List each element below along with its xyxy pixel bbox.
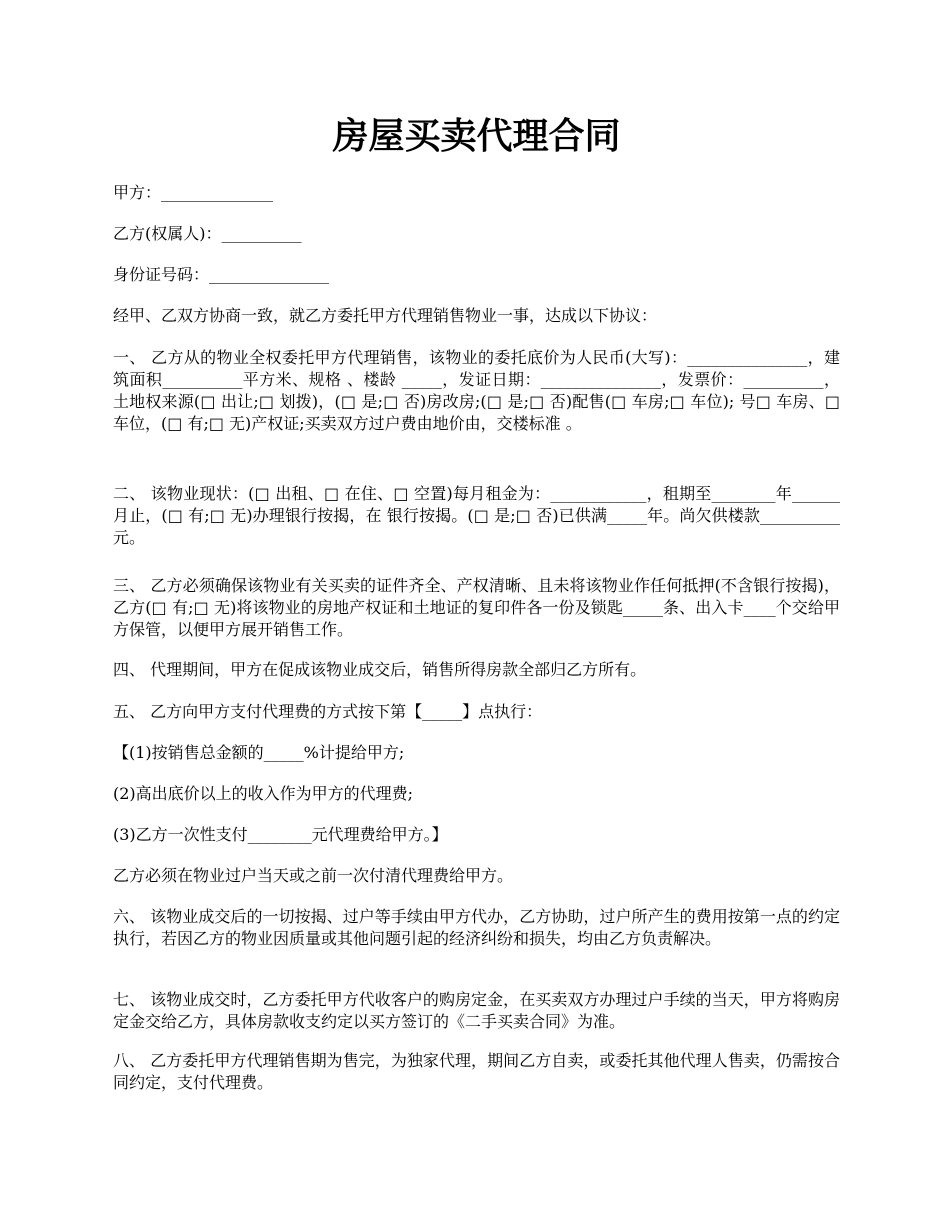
intro-paragraph: 经甲、乙双方协商一致，就乙方委托甲方代理销售物业一事，达成以下协议： bbox=[113, 306, 658, 325]
document-title: 房屋买卖代理合同 bbox=[332, 115, 621, 157]
clause-7: 七、 该物业成交时，乙方委托甲方代收客户的购房定金，在买卖双方办理过户手续的当天，甲方将购房定金交给乙方，具体房款收支约定以买方签订的《二手买卖合同》为准。 bbox=[113, 990, 840, 1031]
party-b-line: 乙方(权属人)：__________ bbox=[113, 224, 302, 243]
clause-1: 一、 乙方从的物业全权委托甲方代理销售，该物业的委托底价为人民币(大写)：_______________，建筑面积__________平方米、规格 、楼龄 _____，发证日期：_______________，发票价：__________，土地权来源(□ 出让;□ 划拨)，(□ 是;□ 否)房改房;(□ 是;□ 否)配售(□ 车房;□ 车位); 号□ 车房、□ 车位，(□ 有;□ 无)产权证;买卖双方过户费由地价由，交楼标准 。 bbox=[113, 348, 840, 433]
payment-note: 乙方必须在物业过户当天或之前一次付清代理费给甲方。 bbox=[113, 866, 514, 885]
clause-5-option-3: (3)乙方一次性支付________元代理费给甲方。】 bbox=[113, 825, 448, 844]
id-number-line: 身份证号码：_______________ bbox=[113, 265, 330, 284]
clause-5-option-2: (2)高出底价以上的收入作为甲方的代理费; bbox=[113, 784, 414, 803]
clause-6: 六、 该物业成交后的一切按揭、过户等手续由甲方代办，乙方协助，过户所产生的费用按第一点的约定执行，若因乙方的物业因质量或其他问题引起的经济纠纷和损失，均由乙方负责解决。 bbox=[113, 907, 840, 948]
clause-8: 八、 乙方委托甲方代理销售期为售完，为独家代理，期间乙方自卖，或委托其他代理人售卖，仍需按合同约定，支付代理费。 bbox=[113, 1051, 840, 1092]
clause-5-option-1: 【(1)按销售总金额的_____%计提给甲方; bbox=[113, 743, 405, 762]
party-a-line: 甲方：______________ bbox=[113, 183, 274, 202]
clause-2: 二、 该物业现状：(□ 出租、□ 在住、□ 空置)每月租金为：____________，租期至________年______月止，(□ 有;□ 无)办理银行按揭，在 银行按揭。(□ 是;□ 否)已供满_____年。尚欠供楼款__________元。 bbox=[113, 484, 840, 547]
clause-4: 四、 代理期间，甲方在促成该物业成交后，销售所得房款全部归乙方所有。 bbox=[113, 660, 647, 679]
clause-3: 三、 乙方必须确保该物业有关买卖的证件齐全、产权清晰、且未将该物业作任何抵押(不含银行按揭)，乙方(□ 有;□ 无)将该物业的房地产权证和土地证的复印件各一份及锁匙_____条、出入卡____个交给甲方保管，以便甲方展开销售工作。 bbox=[113, 576, 840, 639]
clause-5: 五、 乙方向甲方支付代理费的方式按下第【_____】点执行： bbox=[113, 702, 543, 721]
